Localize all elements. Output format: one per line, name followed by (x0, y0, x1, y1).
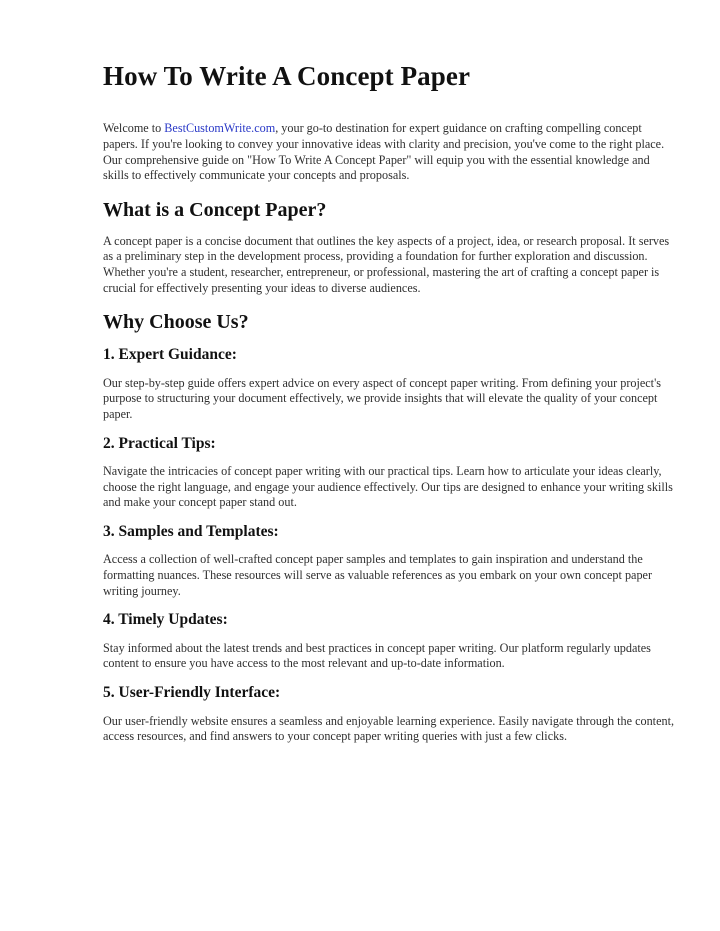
feature-paragraph: Access a collection of well-crafted concept paper samples and templates to gain inspiration and understand the formatting nuances. These resources will serve as valuable references as you embark on your own concept paper writing journey. (103, 552, 653, 598)
feature-section-user-friendly (103, 684, 678, 745)
what-is-heading: What is a Concept Paper? (103, 198, 327, 221)
feature-section-expert-guidance (103, 346, 678, 422)
feature-paragraph: Navigate the intricacies of concept paper writing with our practical tips. Learn how to articulate your ideas clearly, choose the right language, and engage your audience effectively. Our tips are designed to enhance your writing skills and make your concept paper stand out. (103, 464, 673, 510)
feature-heading: 3. Samples and Templates: (103, 522, 279, 540)
intro-paragraph (103, 121, 678, 183)
feature-heading: 2. Practical Tips: (103, 434, 216, 452)
feature-paragraph: Stay informed about the latest trends and best practices in concept paper writing. Our platform regularly updates content to ensure you have access to the most relevant and up-to-date information. (103, 640, 651, 671)
intro-text-rest: , your go-to destination for expert guidance on crafting compelling concept papers. If you're looking to convey your innovative ideas with clarity and precision, you've come to the right place. Our comprehensive guide on "How To Write A Concept Paper" will equip you with the essential knowledge and skills to effectively communicate your concepts and proposals. (103, 121, 665, 183)
feature-heading: 4. Timely Updates: (103, 611, 228, 629)
why-choose-heading: Why Choose Us? (103, 311, 249, 334)
page-title: How To Write A Concept Paper (103, 61, 471, 91)
feature-section-practical-tips (103, 435, 678, 511)
feature-heading: 1. Expert Guidance: (103, 346, 237, 364)
feature-paragraph: Our step-by-step guide offers expert advice on every aspect of concept paper writing. From defining your project's purpose to structuring your document effectively, we provide insights that will elevate the quality of your concept paper. (103, 375, 662, 421)
intro-text-start: Welcome to (103, 121, 165, 136)
what-is-paragraph: A concept paper is a concise document that outlines the key aspects of a project, idea, or research proposal. It serves as a preliminary step in the development process, providing a foundation for further exploration and discussion. Whether you're a student, researcher, entrepreneur, or professional, mastering the art of crafting a concept paper is crucial for effectively presenting your ideas to diverse audiences. (103, 233, 670, 295)
feature-section-samples-templates (103, 523, 678, 599)
feature-heading: 5. User-Friendly Interface: (103, 684, 281, 702)
bestcustomwrite-link[interactable]: BestCustomWrite.com (164, 121, 276, 136)
feature-paragraph: Our user-friendly website ensures a seamless and enjoyable learning experience. Easily navigate through the content, access resources, and find answers to your concept paper writing queries with just a few clicks. (103, 713, 675, 744)
document-content (103, 60, 678, 753)
feature-section-timely-updates (103, 611, 678, 672)
